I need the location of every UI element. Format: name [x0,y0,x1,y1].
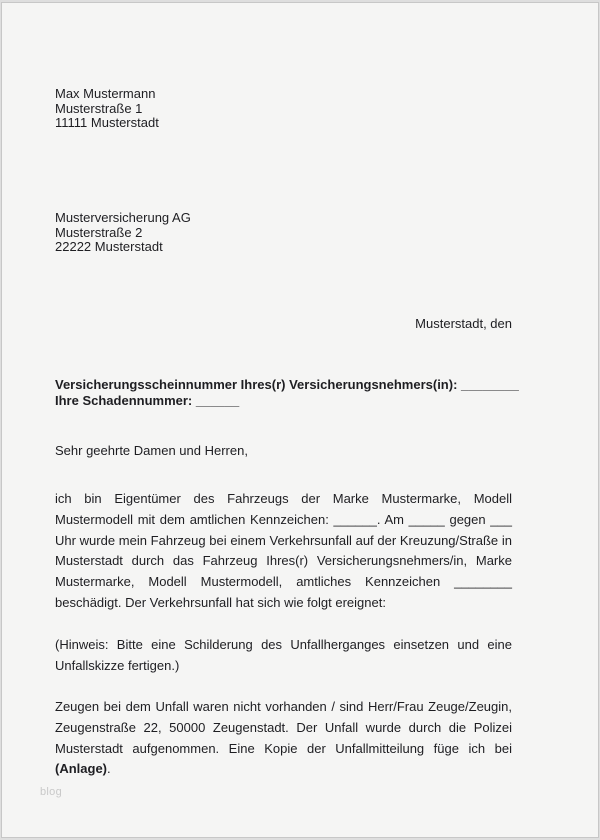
sender-street: Musterstraße 1 [55,100,143,116]
recipient-name: Musterversicherung AG [55,210,191,225]
salutation: Sehr geehrte Damen und Herren, [55,443,248,458]
claim-number-line: Ihre Schadennummer: ______ [55,393,240,408]
date-line: Musterstadt, den [415,316,512,331]
attachment-reference: (Anlage) [55,761,107,777]
blog-watermark: blog [40,786,62,798]
recipient-address-block [55,211,191,255]
witnesses-paragraph [55,697,512,780]
reference-block [55,377,519,409]
witnesses-text-end: . [107,761,111,777]
accident-description-paragraph: ich bin Eigentümer des Fahrzeugs der Marke Mustermarke, Modell Mustermodell mit dem amtlichen Kennzeichen: ______. Am _____ gegen ___ Uhr wurde mein Fahrzeug bei einem Verkehrsunfall auf der Kreuzung/Straße in Musterstadt durch das Fahrzeug Ihres(r) Versicherungsnehmers/in, Marke Mustermarke, Modell Mustermodell, amtliches Kennzeichen ________ beschädigt. Der Verkehrsunfall hat sich wie folgt ereignet: [55,491,512,610]
recipient-street: Musterstraße 2 [55,224,143,240]
sender-city: 11111 Musterstadt [55,115,159,130]
sender-address-block [55,87,159,131]
letter-page [1,2,599,838]
policy-number-line: Versicherungsscheinnummer Ihres(r) Versicherungsnehmers(in): ________ [55,377,519,392]
hint-paragraph: (Hinweis: Bitte eine Schilderung des Unfallherganges einsetzen und eine Unfallskizze fertigen.) [55,637,512,673]
sender-name: Max Mustermann [55,86,156,101]
recipient-city: 22222 Musterstadt [55,239,163,254]
witnesses-text: Zeugen bei dem Unfall waren nicht vorhanden / sind Herr/Frau Zeuge/Zeugin, Zeugenstraße 22, 50000 Zeugenstadt. Der Unfall wurde durch die Polizei Musterstadt aufgenommen. Eine Kopie der Unfallmitteilung füge ich bei [55,699,512,756]
